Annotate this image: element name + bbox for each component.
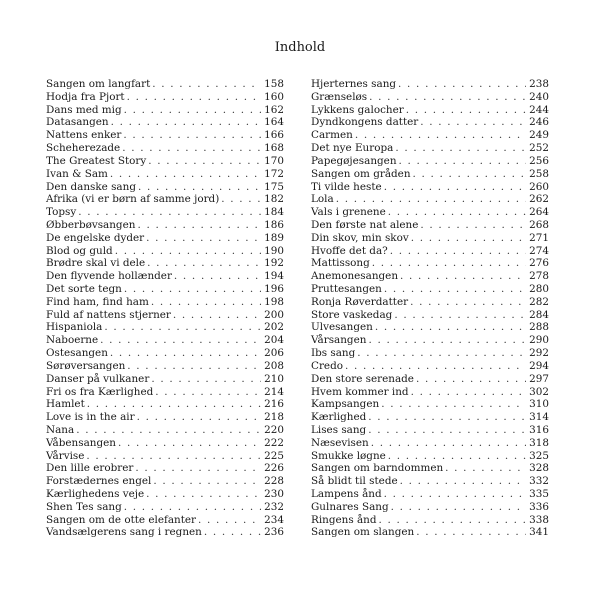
toc-entry-page: 214 xyxy=(264,385,284,398)
toc-entry xyxy=(311,168,549,181)
dot-leader xyxy=(127,360,261,373)
toc-entry xyxy=(311,475,549,488)
toc-entry-page: 332 xyxy=(529,475,549,488)
toc-entry-page: 189 xyxy=(264,231,284,244)
toc-entry xyxy=(311,386,549,399)
toc-entry-page: 336 xyxy=(529,500,549,513)
toc-entry xyxy=(311,206,549,219)
toc-entry xyxy=(46,91,284,104)
toc-entry-title: Datasangen xyxy=(46,116,109,129)
toc-entry xyxy=(46,206,284,219)
toc-entry-page: 182 xyxy=(264,193,284,206)
dot-leader xyxy=(147,257,261,270)
toc-entry xyxy=(46,488,284,501)
dot-leader xyxy=(336,193,526,206)
dot-leader xyxy=(411,232,526,245)
toc-entry-title: Scheherezade xyxy=(46,142,121,155)
dot-leader xyxy=(148,155,261,168)
toc-entry xyxy=(311,116,549,129)
dot-leader xyxy=(115,245,261,258)
toc-entry-title: Ivan & Sam xyxy=(46,167,108,180)
toc-entry xyxy=(46,501,284,514)
dot-leader xyxy=(371,437,526,450)
toc-entry-title: Hamlet xyxy=(46,398,85,411)
toc-entry-title: Danser på vulkaner xyxy=(46,372,150,385)
toc-entry-page: 200 xyxy=(264,308,284,321)
toc-entry xyxy=(311,296,549,309)
toc-entry xyxy=(46,168,284,181)
toc-entry-page: 278 xyxy=(529,270,549,283)
toc-entry xyxy=(311,360,549,373)
toc-entry-title: Kærlighed xyxy=(311,411,367,424)
toc-entry-page: 175 xyxy=(264,180,284,193)
toc-entry-page: 262 xyxy=(529,193,549,206)
toc-entry-page: 208 xyxy=(264,359,284,372)
toc-entry-title: Dyndkongens datter xyxy=(311,116,419,129)
toc-entry-page: 252 xyxy=(529,142,549,155)
toc-entry xyxy=(311,321,549,334)
toc-entry xyxy=(46,155,284,168)
toc-entry xyxy=(311,373,549,386)
toc-entry xyxy=(311,347,549,360)
dot-leader xyxy=(100,334,261,347)
toc-entry-page: 186 xyxy=(264,218,284,231)
toc-entry-title: Vårsangen xyxy=(311,334,367,347)
toc-entry-title: Love is in the air xyxy=(46,411,135,424)
toc-entry xyxy=(46,475,284,488)
dot-leader xyxy=(416,373,526,386)
toc-entry-title: Brødre skal vi dele xyxy=(46,257,146,270)
toc-entry-page: 288 xyxy=(529,321,549,334)
toc-entry xyxy=(311,450,549,463)
toc-entry-title: Sangen om slangen xyxy=(311,526,415,539)
toc-entry-page: 218 xyxy=(264,411,284,424)
toc-entry-title: Vårvise xyxy=(46,449,85,462)
dot-leader xyxy=(384,181,526,194)
dot-leader xyxy=(375,321,526,334)
toc-entry-title: Credo xyxy=(311,359,343,372)
toc-entry-page: 297 xyxy=(529,372,549,385)
toc-entry-title: Smukke løgne xyxy=(311,449,386,462)
toc-entry-title: Dans med mig xyxy=(46,103,122,116)
toc-entry-page: 290 xyxy=(529,334,549,347)
toc-entry-page: 192 xyxy=(264,257,284,270)
dot-leader xyxy=(394,309,526,322)
toc-entry xyxy=(46,386,284,399)
dot-leader xyxy=(153,475,261,488)
toc-entry-title: Nattens enker xyxy=(46,129,122,142)
toc-entry xyxy=(46,309,284,322)
toc-entry xyxy=(46,270,284,283)
toc-entry xyxy=(311,424,549,437)
toc-entry-page: 216 xyxy=(264,398,284,411)
dot-leader xyxy=(368,411,526,424)
toc-entry xyxy=(46,437,284,450)
dot-leader xyxy=(204,526,261,539)
toc-entry-title: Hjerternes sang xyxy=(311,78,397,90)
toc-entry xyxy=(311,526,549,539)
toc-entry-title: Fuld af nattens stjerner xyxy=(46,308,171,321)
toc-entry xyxy=(46,219,284,232)
toc-entry-page: 258 xyxy=(529,167,549,180)
toc-entry-title: Nana xyxy=(46,423,75,436)
toc-entry-title: Sangen om langfart xyxy=(46,78,151,90)
toc-entry xyxy=(311,309,549,322)
toc-entry xyxy=(311,129,549,142)
toc-entry-title: Vandsælgerens sang i regnen xyxy=(46,526,202,539)
toc-entry xyxy=(46,181,284,194)
toc-entry xyxy=(46,104,284,117)
toc-entry-page: 292 xyxy=(529,347,549,360)
toc-entry xyxy=(311,142,549,155)
toc-entry-title: Ti vilde heste xyxy=(311,180,382,193)
toc-entry xyxy=(46,283,284,296)
toc-entry xyxy=(46,257,284,270)
toc-entry-page: 268 xyxy=(529,218,549,231)
toc-entry-page: 240 xyxy=(529,90,549,103)
dot-leader xyxy=(395,142,526,155)
toc-entry-title: Lykkens galocher xyxy=(311,103,404,116)
toc-entry-page: 260 xyxy=(529,180,549,193)
dot-leader xyxy=(76,424,261,437)
toc-entry xyxy=(46,398,284,411)
toc-entry-page: 335 xyxy=(529,488,549,500)
toc-entry-title: Fri os fra Kærlighed xyxy=(46,385,154,398)
toc-entry-page: 316 xyxy=(529,423,549,436)
dot-leader xyxy=(355,129,526,142)
toc-entry-page: 170 xyxy=(264,154,284,167)
dot-leader xyxy=(221,193,261,206)
toc-entry-page: 210 xyxy=(264,372,284,385)
dot-leader xyxy=(124,104,262,117)
toc-entry-page: 314 xyxy=(529,411,549,424)
toc-entry-page: 282 xyxy=(529,295,549,308)
toc-entry xyxy=(311,270,549,283)
toc-entry-title: Ostesangen xyxy=(46,347,108,360)
toc-entry-page: 228 xyxy=(264,475,284,488)
toc-entry-page: 158 xyxy=(264,78,284,90)
toc-entry-page: 249 xyxy=(529,129,549,142)
dot-leader xyxy=(124,501,261,514)
dot-leader xyxy=(135,462,261,475)
toc-entry-title: Blod og guld xyxy=(46,244,113,257)
toc-entry-title: The Greatest Story xyxy=(46,154,147,167)
dot-leader xyxy=(357,347,526,360)
toc-entry-title: Næsevisen xyxy=(311,436,369,449)
toc-entry-page: 264 xyxy=(529,206,549,219)
toc-entry-title: Hvoffe det da? xyxy=(311,244,388,257)
toc-entry-page: 190 xyxy=(264,244,284,257)
dot-leader xyxy=(118,437,261,450)
dot-leader xyxy=(399,155,527,168)
dot-leader xyxy=(137,411,262,424)
toc-entry xyxy=(311,91,549,104)
dot-leader xyxy=(78,206,261,219)
toc-entry-page: 310 xyxy=(529,398,549,411)
toc-entry xyxy=(46,526,284,539)
dot-leader xyxy=(381,398,526,411)
dot-leader xyxy=(372,257,526,270)
toc-entry xyxy=(311,193,549,206)
toc-entry xyxy=(46,116,284,129)
toc-entry-page: 184 xyxy=(264,206,284,219)
toc-entry-title: Anemonesangen xyxy=(311,270,399,283)
toc-entry-title: Carmen xyxy=(311,129,353,142)
toc-entry-title: Det sorte tegn xyxy=(46,283,122,295)
toc-entry-page: 328 xyxy=(529,462,549,475)
toc-entry xyxy=(311,462,549,475)
dot-leader xyxy=(388,206,526,219)
dot-leader xyxy=(391,501,527,514)
toc-entry-page: 230 xyxy=(264,488,284,500)
toc-entry xyxy=(311,245,549,258)
toc-entry-title: Grænseløs xyxy=(311,90,368,103)
toc-entry-title: Store vaskedag xyxy=(311,308,393,321)
toc-entry-page: 172 xyxy=(264,167,284,180)
toc-entry-page: 206 xyxy=(264,347,284,360)
toc-entry-title: Ulvesangen xyxy=(311,321,373,334)
dot-leader xyxy=(400,475,527,488)
toc-entry-title: Topsy xyxy=(46,206,77,219)
toc-entry-page: 162 xyxy=(264,103,284,116)
toc-entry xyxy=(46,450,284,463)
toc-entry-page: 202 xyxy=(264,321,284,334)
dot-leader xyxy=(369,91,526,104)
toc-entry-title: Den flyvende hollænder xyxy=(46,270,172,283)
toc-entry-title: Sørøversangen xyxy=(46,359,126,372)
toc-entry-page: 338 xyxy=(529,513,549,526)
toc-entry xyxy=(46,245,284,258)
dot-leader xyxy=(379,514,527,527)
toc-entry-title: Den danske sang xyxy=(46,180,136,193)
toc-column-left xyxy=(46,78,284,539)
toc-entry-title: Forstædernes engel xyxy=(46,475,152,488)
toc-entry-page: 234 xyxy=(264,513,284,526)
toc-entry-title: Hispaniola xyxy=(46,321,103,334)
toc-entry xyxy=(46,296,284,309)
toc-entry-title: Afrika (vi er børn af samme jord) xyxy=(46,193,220,206)
toc-entry-title: Så blidt til stede xyxy=(311,475,398,488)
toc-entry xyxy=(46,411,284,424)
dot-leader xyxy=(345,360,526,373)
toc-entry-page: 256 xyxy=(529,154,549,167)
toc-entry-title: Find ham, find ham xyxy=(46,295,149,308)
toc-entry-page: 220 xyxy=(264,423,284,436)
toc-entry-title: Hodja fra Pjort xyxy=(46,90,125,103)
toc-entry-title: Den første nat alene xyxy=(311,218,419,231)
dot-leader xyxy=(152,78,261,91)
toc-entry xyxy=(46,360,284,373)
dot-leader xyxy=(174,270,261,283)
toc-entry-page: 196 xyxy=(264,283,284,295)
toc-entry-page: 225 xyxy=(264,449,284,462)
toc-entry xyxy=(46,78,284,91)
dot-leader xyxy=(413,168,527,181)
dot-leader xyxy=(420,116,526,129)
toc-entry-title: Øbberbøvsangen xyxy=(46,218,136,231)
toc-entry-title: Papegøjesangen xyxy=(311,154,397,167)
toc-entry-title: Ibs sang xyxy=(311,347,356,360)
toc-entry xyxy=(311,501,549,514)
dot-leader xyxy=(411,386,527,399)
toc-entry-title: Sangen om gråden xyxy=(311,167,411,180)
dot-leader xyxy=(406,104,526,117)
toc-entry-title: Vals i grenene xyxy=(311,206,386,219)
toc-entry-title: Våbensangen xyxy=(46,436,116,449)
toc-entry-title: Ringens ånd xyxy=(311,513,377,526)
toc-entry-page: 232 xyxy=(264,500,284,513)
toc-entry xyxy=(46,347,284,360)
dot-leader xyxy=(155,386,261,399)
toc-entry xyxy=(311,488,549,501)
toc-entry xyxy=(46,424,284,437)
toc-entry-page: 280 xyxy=(529,283,549,295)
toc-entry-title: Pruttesangen xyxy=(311,283,382,295)
toc-entry-page: 302 xyxy=(529,385,549,398)
toc-entry-page: 222 xyxy=(264,436,284,449)
toc-entry-page: 236 xyxy=(264,526,284,539)
toc-entry-page: 276 xyxy=(529,257,549,270)
dot-leader xyxy=(146,488,261,501)
toc-entry xyxy=(46,462,284,475)
toc-entry xyxy=(311,104,549,117)
dot-leader xyxy=(111,116,262,129)
toc-entry-page: 274 xyxy=(529,244,549,257)
toc-entry-title: Den lille erobrer xyxy=(46,462,134,475)
toc-entry-page: 246 xyxy=(529,116,549,129)
toc-entry-title: De engelske dyder xyxy=(46,231,145,244)
toc-entry-page: 198 xyxy=(264,295,284,308)
dot-leader xyxy=(384,283,526,296)
dot-leader xyxy=(138,181,261,194)
toc-entry xyxy=(311,257,549,270)
toc-entry-title: Sangen om barndommen xyxy=(311,462,444,475)
dot-leader xyxy=(104,321,261,334)
dot-leader xyxy=(368,334,526,347)
toc-entry xyxy=(46,142,284,155)
dot-leader xyxy=(86,450,261,463)
toc-entry-title: Den store serenade xyxy=(311,372,414,385)
toc-entry-page: 325 xyxy=(529,449,549,462)
dot-leader xyxy=(127,91,262,104)
toc-entry-page: 294 xyxy=(529,359,549,372)
dot-leader xyxy=(416,526,526,539)
dot-leader xyxy=(398,78,526,91)
toc-entry xyxy=(311,437,549,450)
toc-entry-title: Lises sang xyxy=(311,423,367,436)
toc-entry xyxy=(311,334,549,347)
toc-entry xyxy=(46,129,284,142)
dot-leader xyxy=(124,283,261,296)
dot-leader xyxy=(384,488,527,501)
toc-entry-title: Sangen om de otte elefanter xyxy=(46,513,197,526)
toc-entry xyxy=(46,334,284,347)
dot-leader xyxy=(151,373,261,386)
toc-entry-page: 194 xyxy=(264,270,284,283)
toc-entry-page: 164 xyxy=(264,116,284,129)
toc-entry-title: Kærlighedens veje xyxy=(46,488,145,500)
toc-entry xyxy=(311,411,549,424)
dot-leader xyxy=(110,168,261,181)
toc-entry xyxy=(311,219,549,232)
toc-entry-page: 204 xyxy=(264,334,284,347)
toc-entry-title: Din skov, min skov xyxy=(311,231,409,244)
toc-entry-title: Naboerne xyxy=(46,334,99,347)
toc-entry-page: 271 xyxy=(529,231,549,244)
dot-leader xyxy=(137,219,261,232)
toc-entry-title: Gulnares Sang xyxy=(311,500,389,513)
dot-leader xyxy=(420,219,526,232)
toc-entry xyxy=(46,373,284,386)
toc-entry-page: 168 xyxy=(264,142,284,155)
toc-entry xyxy=(311,398,549,411)
toc-entry-title: Hvem kommer ind xyxy=(311,385,409,398)
dot-leader xyxy=(445,462,526,475)
dot-leader xyxy=(87,398,261,411)
toc-entry-title: Ronja Røverdatter xyxy=(311,295,409,308)
toc-entry-title: Lampens ånd xyxy=(311,488,382,500)
dot-leader xyxy=(146,232,261,245)
toc-entry xyxy=(46,321,284,334)
toc-entry-page: 341 xyxy=(529,526,549,539)
toc-entry-page: 166 xyxy=(264,129,284,142)
toc-entry-title: Mattissong xyxy=(311,257,370,270)
dot-leader xyxy=(151,296,261,309)
toc-entry xyxy=(46,514,284,527)
dot-leader xyxy=(173,309,261,322)
toc-entry-title: Kampsangen xyxy=(311,398,380,411)
toc-entry-title: Shen Tes sang xyxy=(46,500,122,513)
toc-entry xyxy=(311,78,549,91)
dot-leader xyxy=(122,142,261,155)
dot-leader xyxy=(110,347,261,360)
toc-entry xyxy=(311,283,549,296)
toc-entry xyxy=(46,232,284,245)
toc-column-right xyxy=(311,78,549,539)
page-title: Indhold xyxy=(274,40,326,55)
toc-entry xyxy=(311,155,549,168)
toc-entry xyxy=(311,232,549,245)
toc-entry-title: Lola xyxy=(311,193,334,206)
dot-leader xyxy=(400,270,526,283)
dot-leader xyxy=(388,450,526,463)
dot-leader xyxy=(410,296,526,309)
toc-entry-title: Det nye Europa xyxy=(311,142,394,155)
toc-entry-page: 318 xyxy=(529,436,549,449)
dot-leader xyxy=(123,129,261,142)
toc-entry-page: 238 xyxy=(529,78,549,90)
dot-leader xyxy=(198,514,261,527)
toc-entry-page: 226 xyxy=(264,462,284,475)
toc-entry-page: 160 xyxy=(264,90,284,103)
dot-leader xyxy=(390,245,526,258)
toc-entry xyxy=(46,193,284,206)
toc-entry-page: 284 xyxy=(529,308,549,321)
toc-entry xyxy=(311,181,549,194)
dot-leader xyxy=(368,424,526,437)
toc-entry-page: 244 xyxy=(529,103,549,116)
toc-entry xyxy=(311,514,549,527)
